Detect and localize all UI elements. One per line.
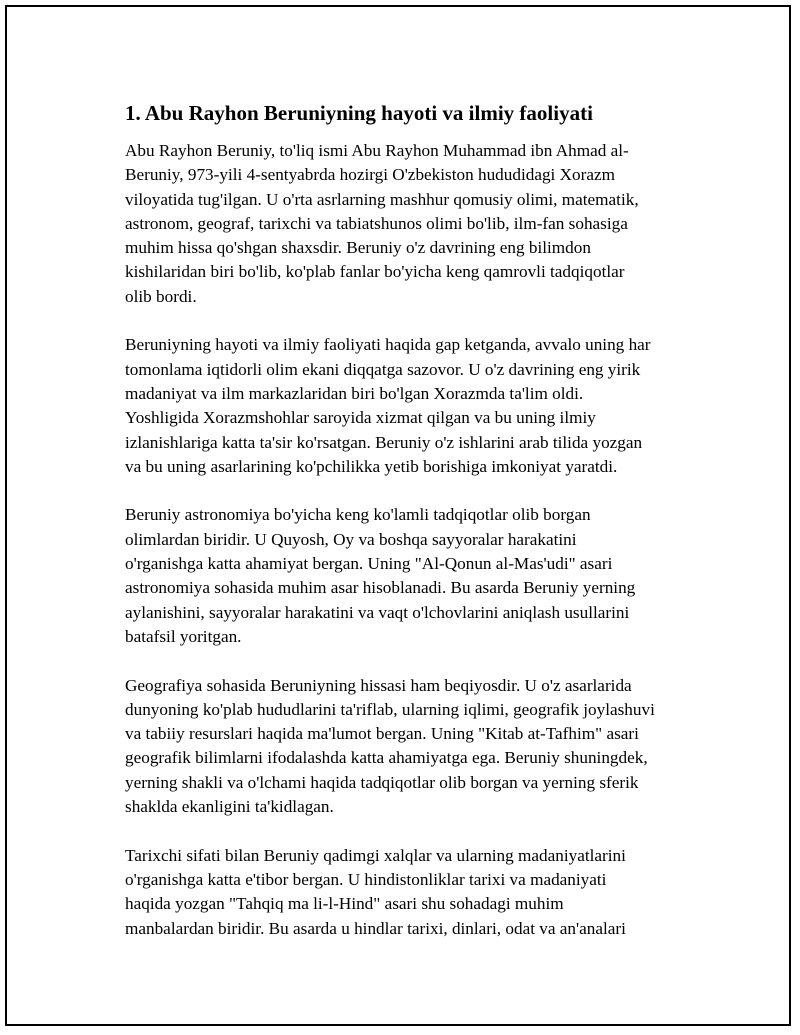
text-line: astronom, geograf, tarixchi va tabiatshunos olimi bo'lib, ilm-fan sohasiga	[125, 213, 628, 233]
text-line: olimlardan biridir. U Quyosh, Oy va boshqa sayyoralar harakatini	[125, 529, 577, 549]
text-line: Beruniy, 973-yili 4-sentyabrda hozirgi O'zbekiston hududidagi Xorazm	[125, 165, 615, 185]
page-frame	[5, 5, 791, 1026]
text-line: Beruniyning hayoti va ilmiy faoliyati haqida gap ketganda, avvalo uning har	[125, 335, 651, 355]
text-line: olib bordi.	[125, 286, 197, 306]
text-line: manbalardan biridir. Bu asarda u hindlar tarixi, dinlari, odat va an'analari	[125, 918, 626, 938]
paragraph-1	[125, 139, 705, 309]
text-line: batafsil yoritgan.	[125, 626, 242, 646]
text-line: muhim hissa qo'shgan shaxsdir. Beruniy o'z davrining eng bilimdon	[125, 238, 591, 258]
text-line: dunyoning ko'plab hududlarini ta'riflab, ularning iqlimi, geografik joylashuvi	[125, 699, 655, 719]
section-heading: 1. Abu Rayhon Beruniyning hayoti va ilmiy faoliyati	[125, 101, 593, 125]
paragraph-5	[125, 844, 705, 941]
text-line: o'rganishga katta ahamiyat bergan. Uning "Al-Qonun al-Mas'udi" asari	[125, 554, 613, 574]
text-line: o'rganishga katta e'tibor bergan. U hindistonliklar tarixi va madaniyati	[125, 869, 607, 889]
text-line: madaniyat va ilm markazlaridan biri bo'lgan Xorazmda ta'lim oldi.	[125, 383, 584, 403]
text-line: Yoshligida Xorazmshohlar saroyida xizmat qilgan va bu uning ilmiy	[125, 408, 596, 428]
text-line: yerning shakli va o'lchami haqida tadqiqotlar olib borgan va yerning sferik	[125, 772, 639, 792]
paragraph-4	[125, 674, 705, 820]
text-line: astronomiya sohasida muhim asar hisoblanadi. Bu asarda Beruniy yerning	[125, 578, 636, 598]
text-line: tomonlama iqtidorli olim ekani diqqatga sazovor. U o'z davrining eng yirik	[125, 359, 641, 379]
text-line: va tabiiy resurslari haqida ma'lumot bergan. Uning "Kitab at-Tafhim" asari	[125, 724, 639, 744]
text-line: kishilaridan biri bo'lib, ko'plab fanlar bo'yicha keng qamrovli tadqiqotlar	[125, 262, 625, 282]
document-body	[125, 99, 705, 965]
text-line: shaklda ekanligini ta'kidlagan.	[125, 797, 334, 817]
paragraph-3	[125, 503, 705, 649]
text-line: Tarixchi sifati bilan Beruniy qadimgi xalqlar va ularning madaniyatlarini	[125, 845, 626, 865]
text-line: Abu Rayhon Beruniy, to'liq ismi Abu Rayhon Muhammad ibn Ahmad al-	[125, 141, 629, 160]
text-line: geografik bilimlarni ifodalashda katta ahamiyatga ega. Beruniy shuningdek,	[125, 748, 648, 768]
text-line: viloyatida tug'ilgan. U o'rta asrlarning mashhur qomusiy olimi, matematik,	[125, 189, 639, 209]
text-line: haqida yozgan "Tahqiq ma li-l-Hind" asari shu sohadagi muhim	[125, 894, 564, 914]
paragraph-2	[125, 333, 705, 479]
text-line: izlanishlariga katta ta'sir ko'rsatgan. Beruniy o'z ishlarini arab tilida yozgan	[125, 432, 643, 452]
text-line: aylanishini, sayyoralar harakatini va vaqt o'lchovlarini aniqlash usullarini	[125, 602, 630, 622]
text-line: Beruniy astronomiya bo'yicha keng ko'lamli tadqiqotlar olib borgan	[125, 505, 591, 525]
text-line: va bu uning asarlarining ko'pchilikka yetib borishiga imkoniyat yaratdi.	[125, 456, 618, 476]
text-line: Geografiya sohasida Beruniyning hissasi ham beqiyosdir. U o'z asarlarida	[125, 675, 632, 695]
